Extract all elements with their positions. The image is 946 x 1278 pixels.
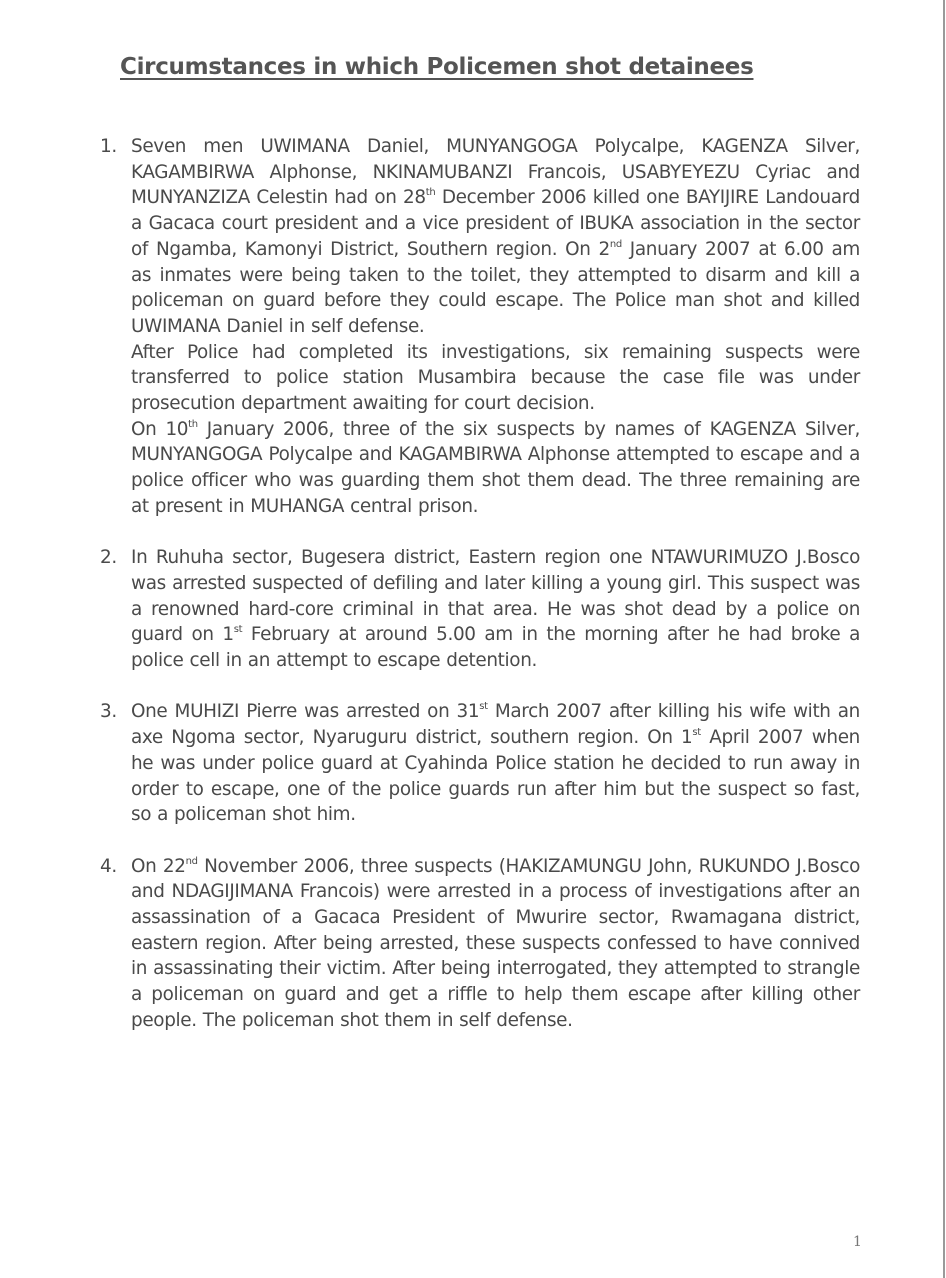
text-run: On 10: [131, 418, 189, 440]
item-paragraph: [131, 134, 860, 340]
text-run: January 2007 at 6.00 am as inmates were being taken to the toilet, they attempted to disarm and kill a policeman on guard before they could escape. The Police man shot and killed UWIMANA Daniel in self defense.: [131, 238, 860, 337]
incident-list: [96, 134, 860, 1034]
ordinal-suffix: nd: [609, 238, 622, 250]
incident-item: [96, 854, 860, 1034]
item-number: 4.: [100, 855, 117, 877]
page-number: 1: [853, 1234, 862, 1250]
item-number: 3.: [100, 701, 117, 723]
text-run: April 2007 when he was under police guard at Cyahinda Police station he decided to run away in order to escape, one of the police guards run after him but the suspect so fast, so a policeman shot him.: [131, 727, 860, 826]
document-title: Circumstances in which Policemen shot detainees: [120, 54, 754, 80]
item-number: 1.: [100, 136, 117, 157]
item-paragraph: [131, 699, 860, 828]
text-run: After Police had completed its investigations, six remaining suspects were transferred to police station Musambira because the case file was under prosecution department awaiting for court decision.: [131, 341, 860, 415]
text-run: On 22: [131, 855, 186, 877]
text-run: December 2006 killed one BAYIJIRE Landouard a Gacaca court president and a vice president of IBUKA association in the sector of Ngamba, Kamonyi District, Southern region. On 2: [131, 187, 860, 260]
incident-item: [96, 699, 860, 828]
text-run: Seven men UWIMANA Daniel, MUNYANGOGA Polycalpe, KAGENZA Silver, KAGAMBIRWA Alphonse, NKINAMUBANZI Francois, USABYEYEZU Cyriac and MUNYANZIZA Celestin had on 28: [131, 136, 860, 209]
page-edge-border: [943, 0, 945, 1278]
item-paragraph: [131, 545, 860, 674]
text-run: March 2007 after killing his wife with an axe Ngoma sector, Nyaruguru district, southern region. On 1: [131, 701, 860, 749]
text-run: January 2006, three of the six suspects by names of KAGENZA Silver, MUNYANGOGA Polycalpe and KAGAMBIRWA Alphonse attempted to escape and a police officer who was guarding them shot them dead. The three remaining are at present in MUHANGA central prison.: [131, 418, 860, 517]
ordinal-suffix: th: [425, 187, 436, 199]
item-paragraph: [131, 340, 860, 417]
text-run: November 2006, three suspects (HAKIZAMUNGU John, RUKUNDO J.Bosco and NDAGIJIMANA Francois) were arrested in a process of investigations after an assassination of a Gacaca President of Mwurire sector, Rwamagana district, eastern region. After being arrested, these suspects confessed to have connived in assassinating their victim. After being interrogated, they attempted to strangle a policeman on guard and get a riffle to help them escape after killing other people. The policeman shot them in self defense.: [131, 855, 860, 1031]
ordinal-suffix: st: [233, 624, 243, 636]
item-paragraph: [131, 854, 860, 1034]
text-run: One MUHIZI Pierre was arrested on 31: [131, 701, 480, 723]
text-run: February at around 5.00 am in the morning after he had broke a police cell in an attempt to escape detention.: [131, 624, 860, 672]
ordinal-suffix: st: [692, 727, 701, 739]
item-paragraph: [131, 417, 860, 520]
incident-item: [96, 134, 860, 520]
item-number: 2.: [100, 547, 117, 569]
incident-item: [96, 545, 860, 674]
ordinal-suffix: th: [188, 418, 198, 430]
text-run: In Ruhuha sector, Bugesera district, Eastern region one NTAWURIMUZO J.Bosco was arrested suspected of defiling and later killing a young girl. This suspect was a renowned hard-core criminal in that area. He was shot dead by a police on guard on 1: [131, 547, 860, 646]
ordinal-suffix: nd: [185, 855, 198, 867]
ordinal-suffix: st: [479, 701, 488, 713]
